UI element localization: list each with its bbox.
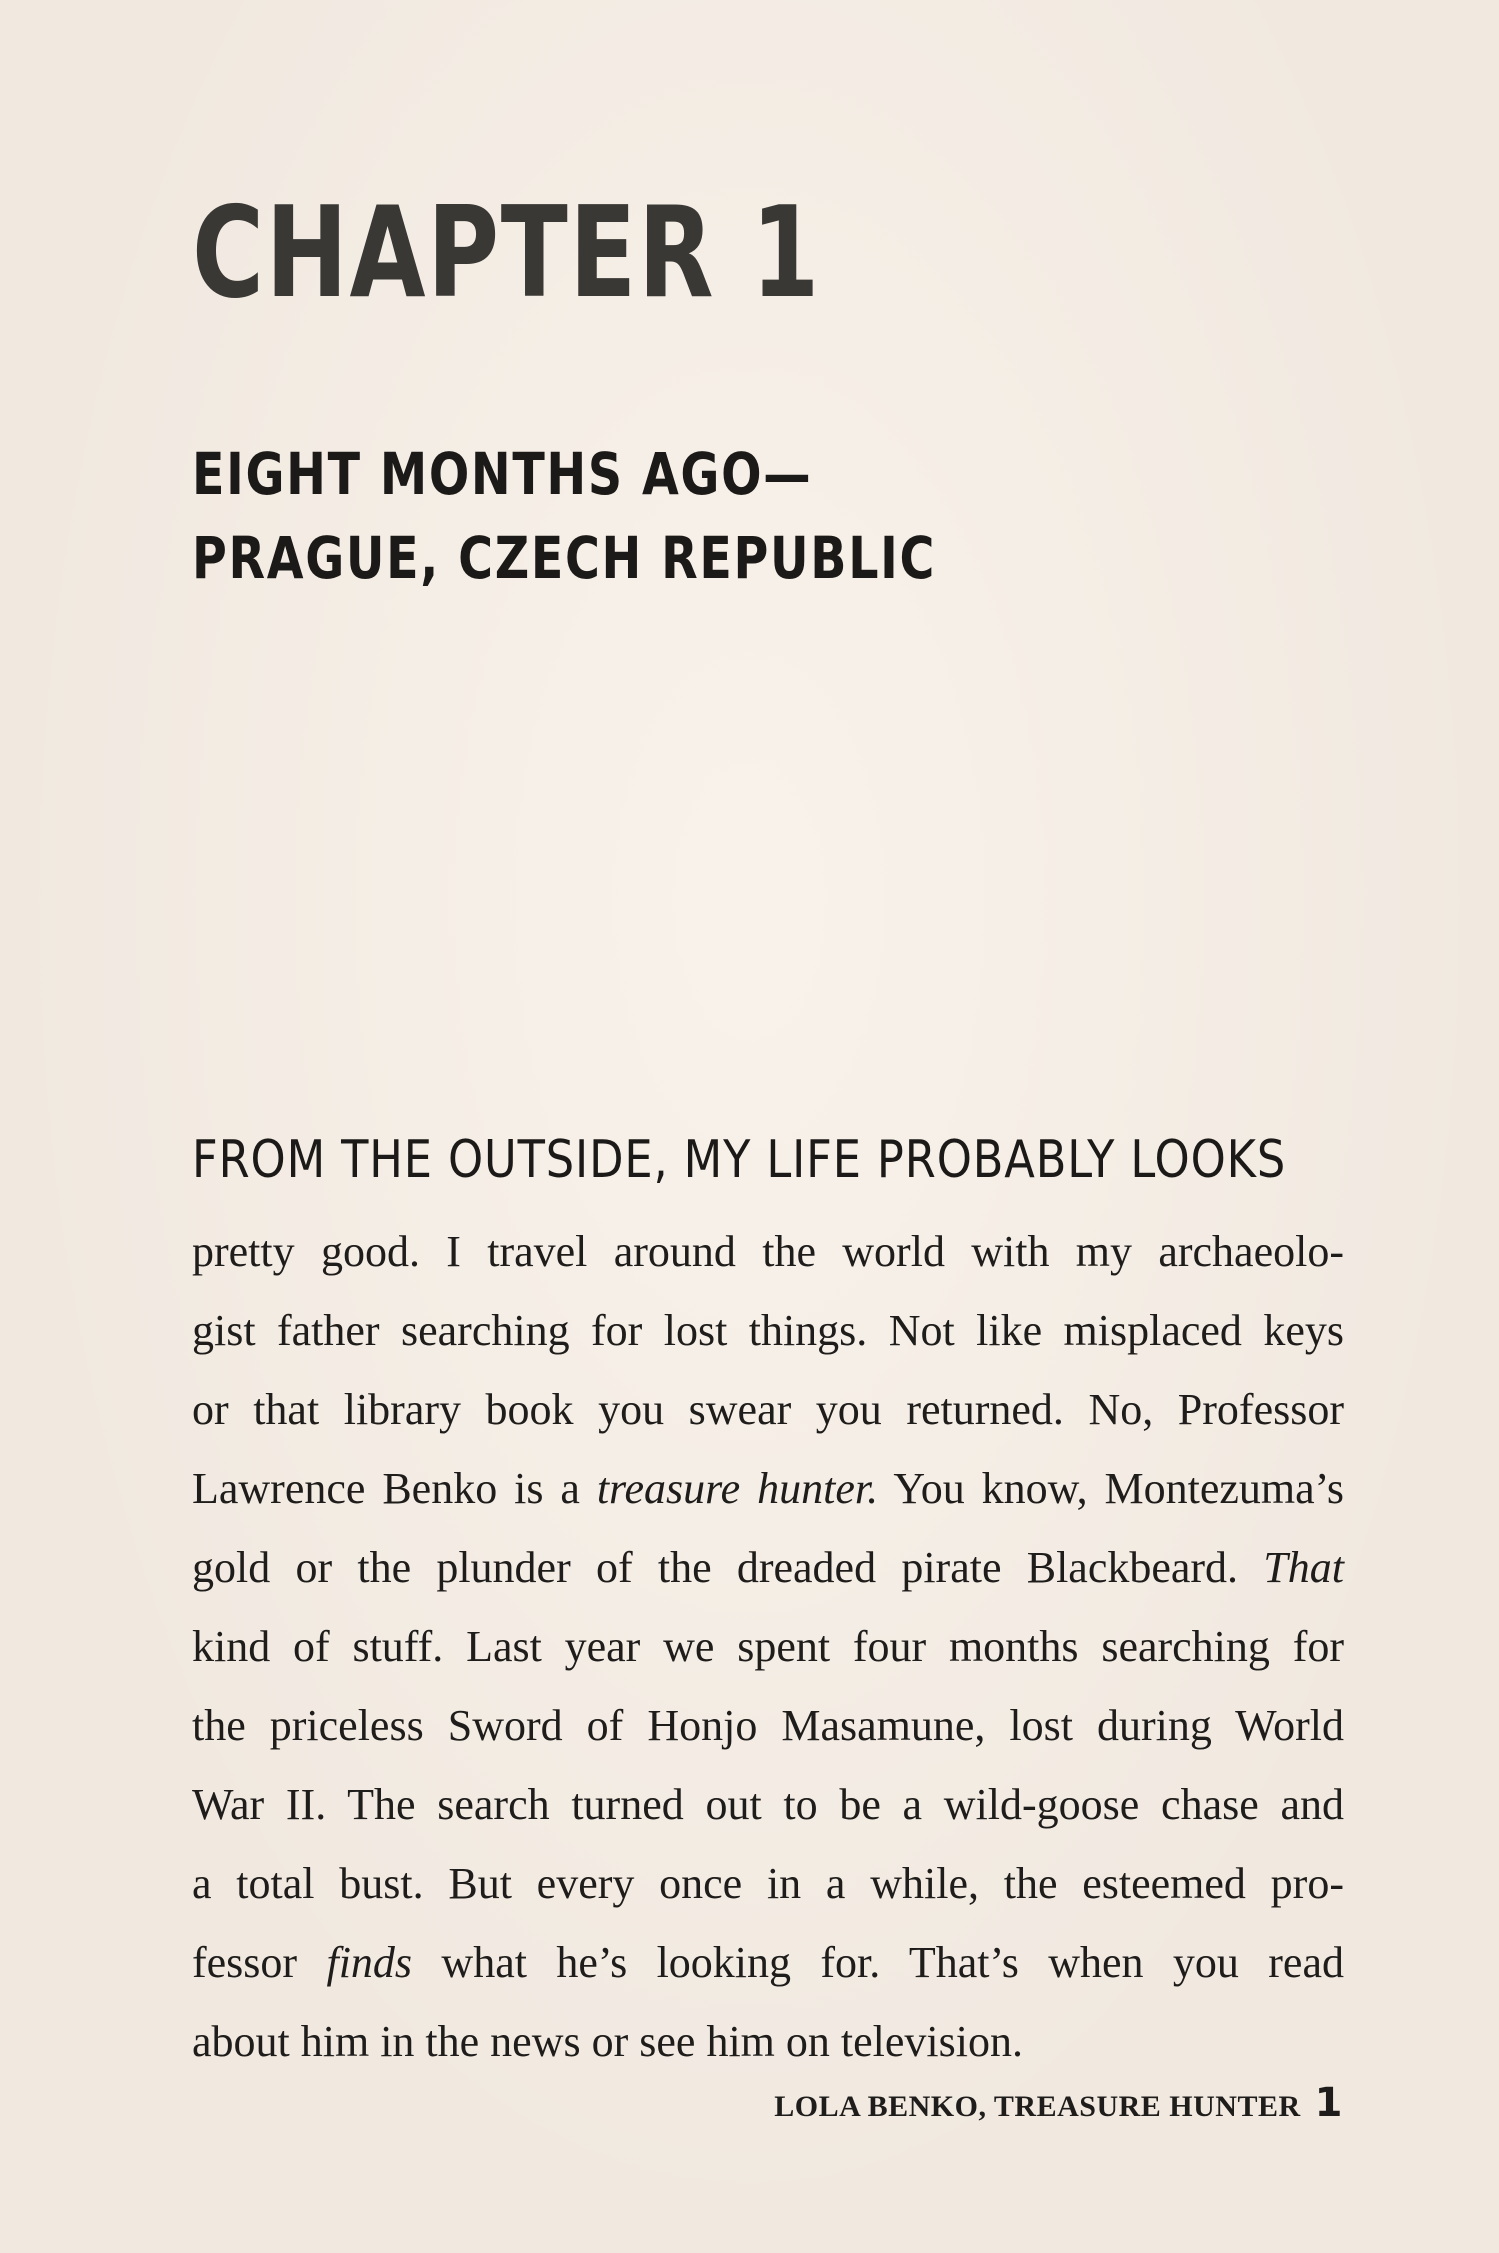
page-number: 1 xyxy=(1314,2080,1343,2126)
text-run: War II. The search turned out to be a wild-goose chase and xyxy=(192,1780,1344,1829)
running-footer xyxy=(774,2080,1343,2126)
text-line xyxy=(192,1844,1344,1923)
text-run: gist father searching for lost things. Not like misplaced keys xyxy=(192,1306,1344,1355)
text-line xyxy=(192,2002,1344,2081)
text-line xyxy=(192,1765,1344,1844)
italic-text: finds xyxy=(326,1938,413,1987)
text-run: fessor xyxy=(192,1938,327,1987)
italic-text: treasure hunter. xyxy=(596,1464,879,1513)
italic-text: That xyxy=(1263,1543,1344,1592)
text-line xyxy=(192,1686,1344,1765)
running-title: LOLA BENKO, TREASURE HUNTER xyxy=(774,2090,1301,2123)
text-run: kind of stuff. Last year we spent four months searching for xyxy=(192,1622,1344,1671)
lead-in-text: FROM THE OUTSIDE, MY LIFE PROBABLY LOOKS xyxy=(192,1130,1287,1190)
text-run: pretty good. I travel around the world with my archaeolo- xyxy=(192,1227,1344,1276)
subhead-line-2: PRAGUE, CZECH REPUBLIC xyxy=(192,524,937,592)
text-line xyxy=(192,1607,1344,1686)
text-run: You know, Montezuma’s xyxy=(878,1464,1344,1513)
text-run: what he’s looking for. That’s when you read xyxy=(412,1938,1344,1987)
text-run: the priceless Sword of Honjo Masamune, lost during World xyxy=(192,1701,1344,1750)
text-line xyxy=(192,1449,1344,1528)
text-line xyxy=(192,1370,1344,1449)
text-run: about him in the news or see him on television. xyxy=(192,2017,1023,2066)
body-paragraph xyxy=(192,1212,1344,2081)
text-line xyxy=(192,1528,1344,1607)
text-run: or that library book you swear you returned. No, Professor xyxy=(192,1385,1344,1434)
text-run: gold or the plunder of the dreaded pirate Blackbeard. xyxy=(192,1543,1264,1592)
subhead-line-1: EIGHT MONTHS AGO— xyxy=(192,440,813,508)
text-line xyxy=(192,1212,1344,1291)
chapter-subhead xyxy=(192,432,936,600)
text-run: a total bust. But every once in a while, the esteemed pro- xyxy=(192,1859,1344,1908)
text-run: Lawrence Benko is a xyxy=(192,1464,597,1513)
text-line xyxy=(192,1291,1344,1370)
chapter-title: CHAPTER 1 xyxy=(192,179,821,326)
text-line xyxy=(192,1923,1344,2002)
